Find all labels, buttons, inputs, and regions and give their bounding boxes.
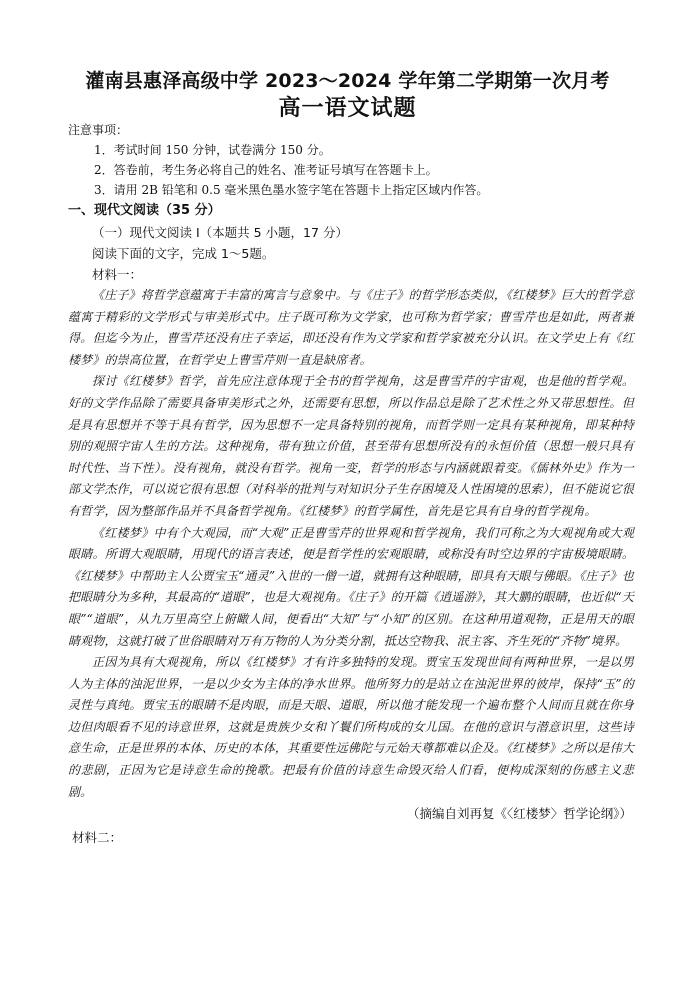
paragraph-1: 《庄子》将哲学意蕴寓于丰富的寓言与意象中。与《庄子》的哲学形态类似，《红楼梦》巨大的哲学意蕴寓于精彩的文学形式与审美形式中。庄子既可称为文学家，也可称为哲学家；曹雪芹也是如此，两者兼得。但迄今为止，曹雪芹还没有庄子幸运，即还没有作为文学家和哲学家被充分认识。在文学史上有《红楼梦》的崇高位置，在哲学史上曹雪芹则一直是缺席者。	[68, 288, 634, 367]
exam-body	[68, 120, 634, 848]
material-2-label: 材料二：	[72, 830, 123, 846]
paragraph-2: 探讨《红楼梦》哲学，首先应注意体现于全书的哲学视角，这是曹雪芹的宇宙观，也是他的哲学观。好的文学作品除了需要具备审美形式之外，还需要有思想，所以作品总是除了艺术性之外又带思想性。但是具有思想并不等于具有哲学，因为思想不一定具备特别的视角，而哲学则一定具有某种视角，即某种特别的观照宇宙人生的方法。这种视角，带有独立价值，甚至带有思想所没有的永恒价值（思想一般只具有时代性、当下性）。没有视角，就没有哲学。视角一变，哲学的形态与内涵就跟着变。《儒林外史》作为一部文学杰作，可以说它很有思想（对科举的批判与对知识分子生存困境及人性困境的思索），但不能说它很有哲学，因为整部作品并不具备哲学视角。《红楼梦》的哲学属性，首先是它具有自身的哲学视角。	[68, 374, 634, 518]
source-citation: （摘编自刘再复《〈红楼梦〉哲学论纲》）	[406, 806, 632, 822]
reading-instruction: 阅读下面的文字，完成 1～5题。	[92, 246, 275, 261]
notes-heading: 注意事项：	[68, 123, 129, 137]
exam-subject-title: 高一语文试题	[278, 96, 417, 121]
paragraph-3: 《红楼梦》中有个大观园，而“大观”正是曹雪芹的世界观和哲学视角，我们可称之为大观视角或大观眼睛。所谓大观眼睛，用现代的语言表述，便是哲学性的宏观眼睛，或称没有时空边界的宇宙极境眼睛。《红楼梦》中帮助主人公贾宝玉“通灵”入世的一僧一道，就拥有这种眼睛，即具有天眼与佛眼。《庄子》也把眼睛分为多种，其最高的“道眼”，也是大观视角。《庄子》的开篇《逍遥游》，其大鹏的眼睛，也近似“天眼”“道眼”，从九万里高空上俯瞰人间，便看出“大知”与“小知”的区别。在这种用道观物，正是用天的眼睛观物，这就打破了世俗眼睛对万有万物的人为分类分割，抵达空物我、泯主客、齐生死的“齐物”境界。	[68, 525, 634, 648]
exam-title: 灌南县惠泽高级中学 2023～2024 学年第二学期第一次月考	[85, 70, 610, 92]
paragraph-4: 正因为具有大观视角，所以《红楼梦》才有许多独特的发现。贾宝玉发现世间有两种世界，一是以男人为主体的浊泥世界，一是以少女为主体的净水世界。他所努力的是站立在浊泥世界的彼岸，保持“玉”的灵性与真纯。贾宝玉的眼睛不是肉眼，而是天眼、道眼，所以他才能发现一个遍布整个人间而且就在你身边但肉眼看不见的诗意世界，这就是贵族少女和丫鬟们所构成的女儿国。在他的意识与潜意识里，这些诗意生命，正是世界的本体、历史的本体，其重要性远佛陀与元始天尊都难以企及。《红楼梦》之所以是伟大的悲剧，正因为它是诗意生命的挽歌。把最有价值的诗意生命毁灭给人们看，便构成深刻的伤感主义悲剧。	[68, 655, 634, 799]
note-item-1: 1．考试时间 150 分钟，试卷满分 150 分。	[94, 143, 331, 157]
section-heading: 一、现代文阅读（35 分）	[68, 203, 221, 218]
material-1-label: 材料一：	[92, 267, 143, 282]
subsection-heading: （一）现代文阅读 I（本题共 5 小题，17 分）	[92, 225, 348, 240]
note-item-3: 3．请用 2B 铅笔和 0.5 毫米黑色墨水签字笔在答题卡上指定区域内作答。	[94, 183, 489, 197]
note-item-2: 2．答卷前，考生务必将自己的姓名、准考证号填写在答题卡上。	[94, 163, 438, 177]
